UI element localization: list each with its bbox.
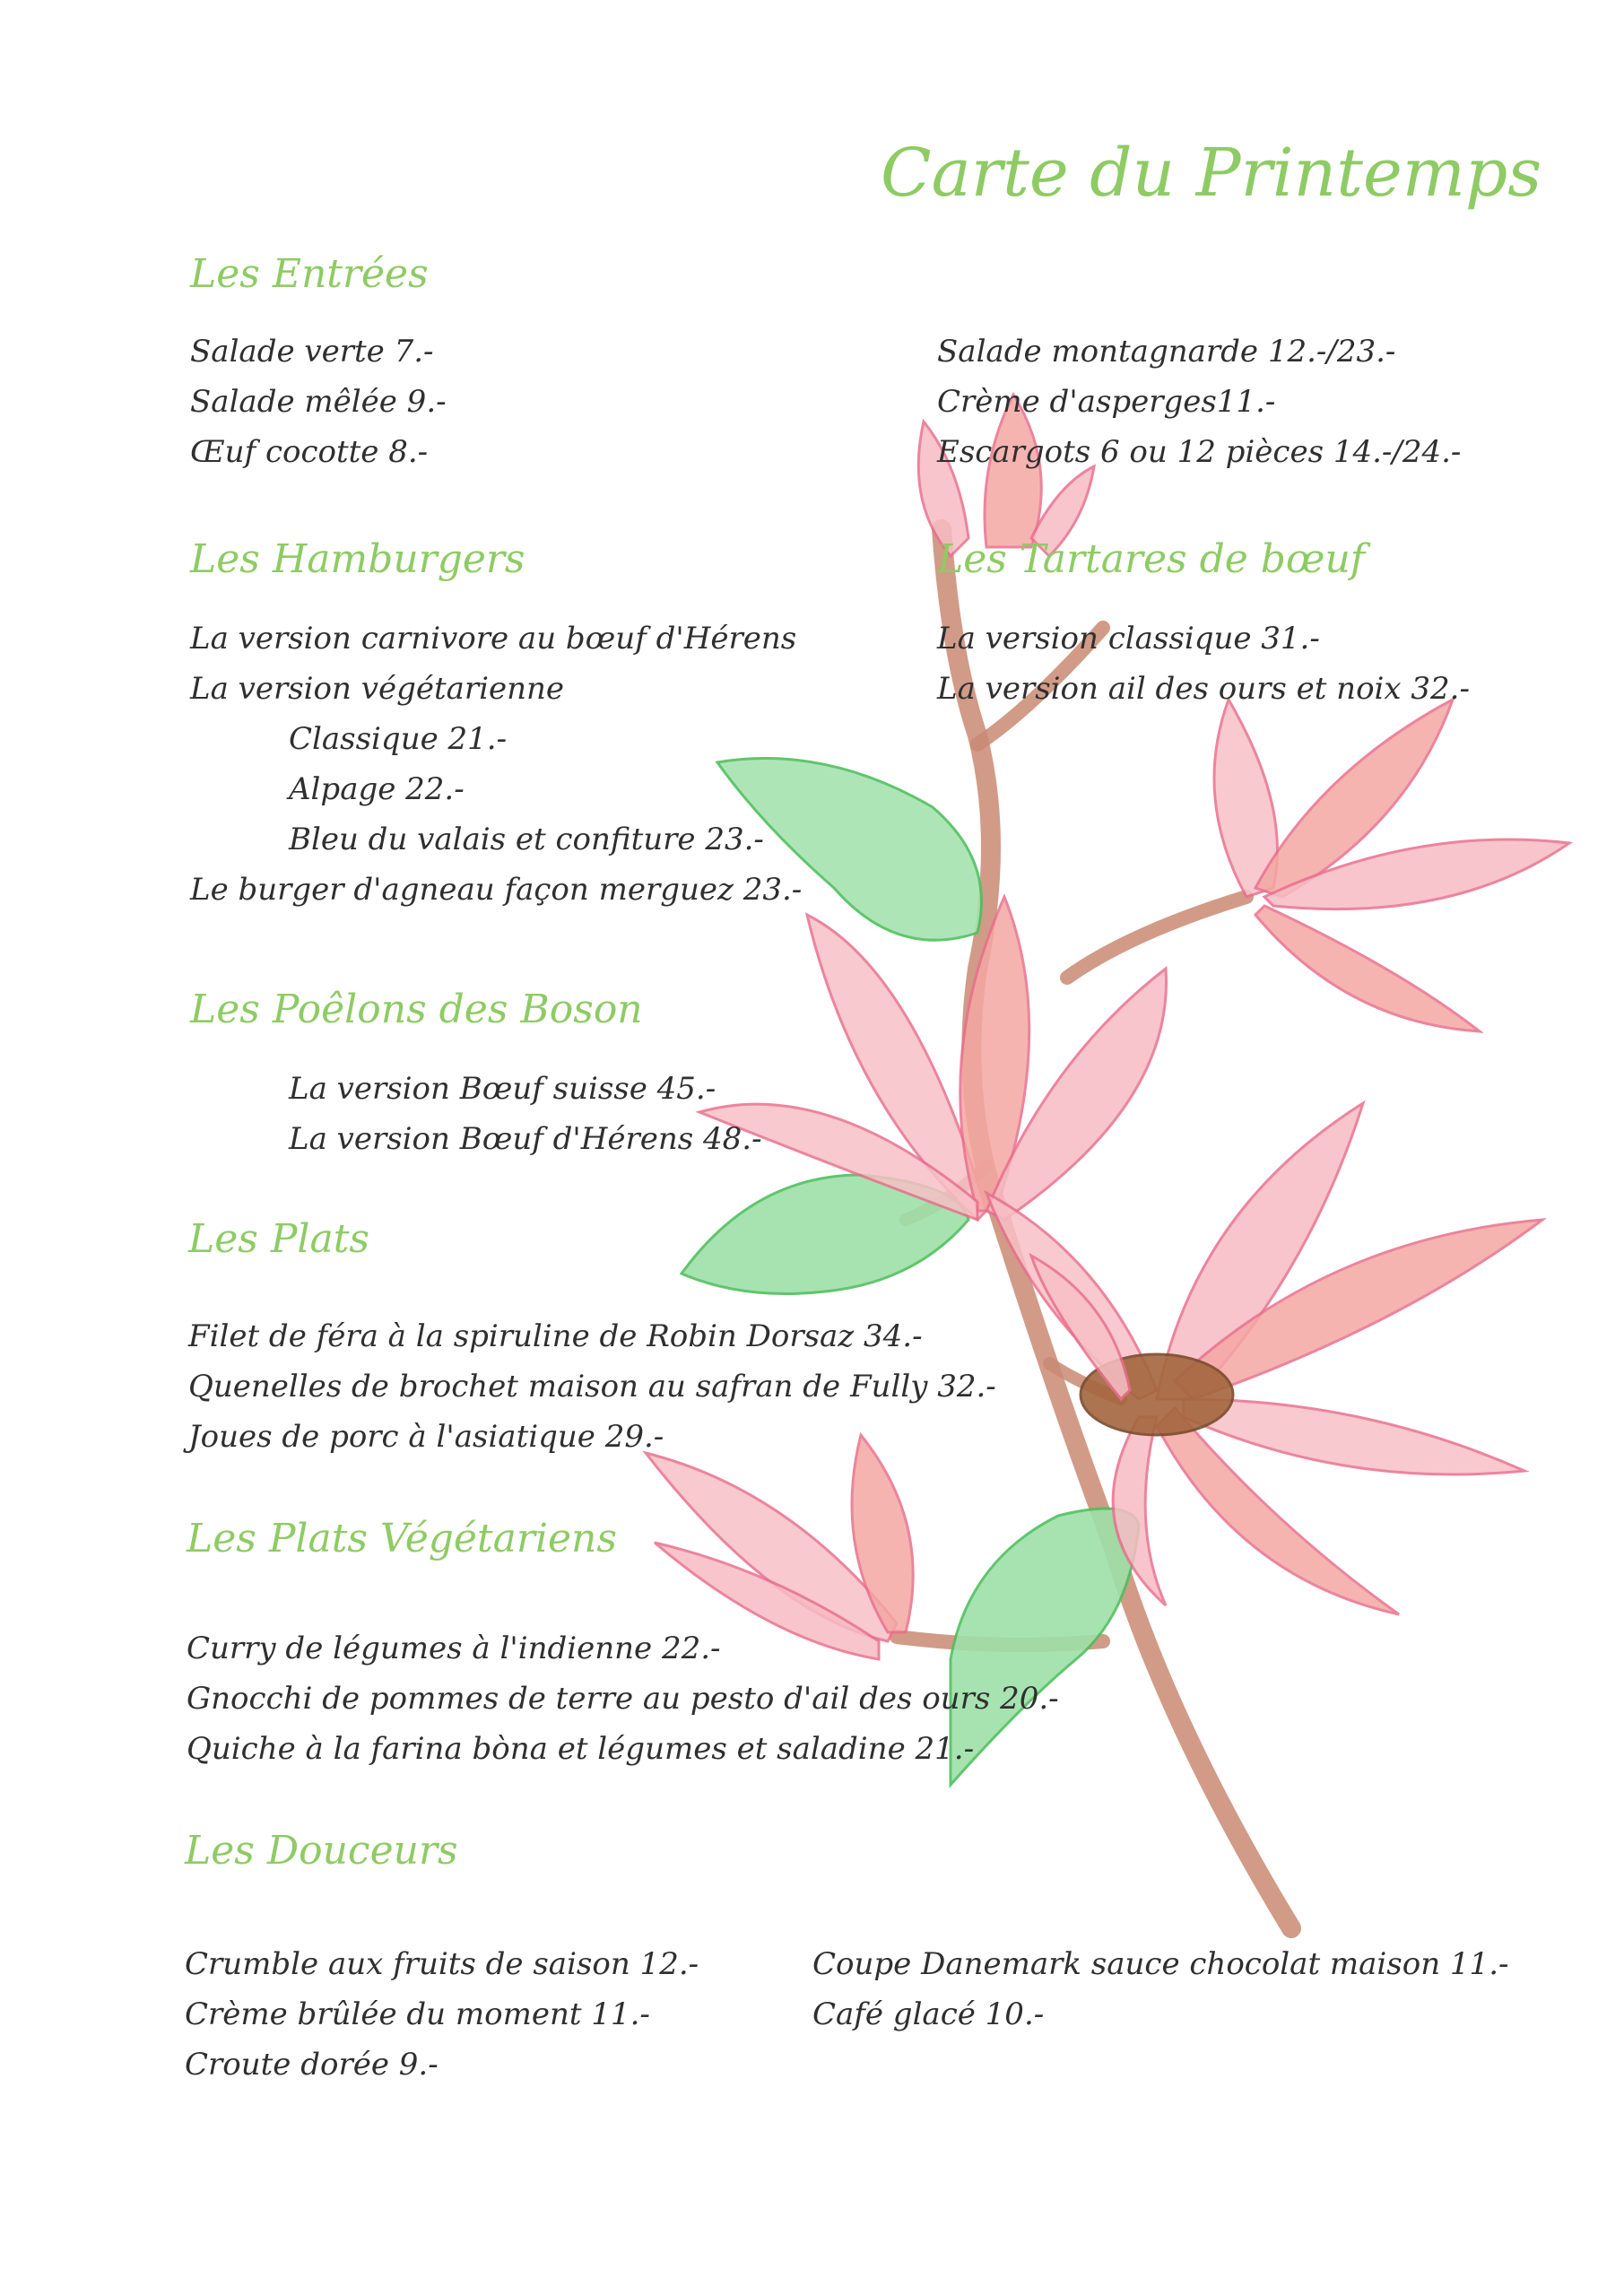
section-heading-hamburgers: Les Hamburgers — [190, 536, 525, 582]
menu-item: Café glacé 10.- — [812, 1996, 1045, 2032]
menu-item: Classique 21.- — [289, 721, 508, 757]
section-heading-plats: Les Plats — [188, 1216, 369, 1262]
menu-item: Bleu du valais et confiture 23.- — [289, 822, 764, 857]
menu-item: Escargots 6 ou 12 pièces 14.-/24.- — [937, 434, 1462, 470]
menu-item: Le burger d'agneau façon merguez 23.- — [190, 872, 803, 908]
menu-item: La version carnivore au bœuf d'Hérens — [190, 621, 797, 657]
section-heading-douceurs: Les Douceurs — [185, 1828, 458, 1874]
menu-item: La version classique 31.- — [937, 621, 1320, 657]
menu-item: La version ail des ours et noix 32.- — [937, 671, 1470, 707]
menu-item: La version végétarienne — [190, 671, 565, 707]
section-heading-vegetariens: Les Plats Végétariens — [187, 1516, 617, 1561]
menu-item: Quenelles de brochet maison au safran de Fully 32.- — [188, 1369, 996, 1405]
menu-item: Croute dorée 9.- — [185, 2047, 439, 2083]
menu-item: Alpage 22.- — [289, 771, 465, 807]
menu-item: Gnocchi de pommes de terre au pesto d'ail des ours 20.- — [187, 1681, 1059, 1717]
menu-item: Salade mêlée 9.- — [190, 384, 447, 420]
menu-item: Œuf cocotte 8.- — [190, 434, 429, 470]
menu-item: Filet de féra à la spiruline de Robin Dorsaz 34.- — [188, 1318, 923, 1354]
menu-item: Crème d'asperges11.- — [937, 384, 1276, 420]
section-heading-entrees: Les Entrées — [190, 251, 429, 297]
menu-item: Crumble aux fruits de saison 12.- — [185, 1946, 699, 1982]
menu-item: Coupe Danemark sauce chocolat maison 11.- — [812, 1946, 1509, 1982]
menu-item: Salade verte 7.- — [190, 334, 434, 370]
menu-item: Curry de légumes à l'indienne 22.- — [187, 1631, 721, 1666]
menu-item: Quiche à la farina bòna et légumes et saladine 21.- — [187, 1731, 975, 1767]
section-heading-poelons: Les Poêlons des Boson — [190, 987, 643, 1032]
menu-item: Salade montagnarde 12.-/23.- — [937, 334, 1396, 370]
menu-item: Crème brûlée du moment 11.- — [185, 1996, 650, 2032]
page-title: Carte du Printemps — [881, 135, 1542, 212]
menu-item: La version Bœuf d'Hérens 48.- — [289, 1121, 762, 1157]
menu-item: La version Bœuf suisse 45.- — [289, 1071, 716, 1107]
section-heading-tartares: Les Tartares de bœuf — [937, 536, 1366, 582]
menu-item: Joues de porc à l'asiatique 29.- — [188, 1419, 664, 1455]
